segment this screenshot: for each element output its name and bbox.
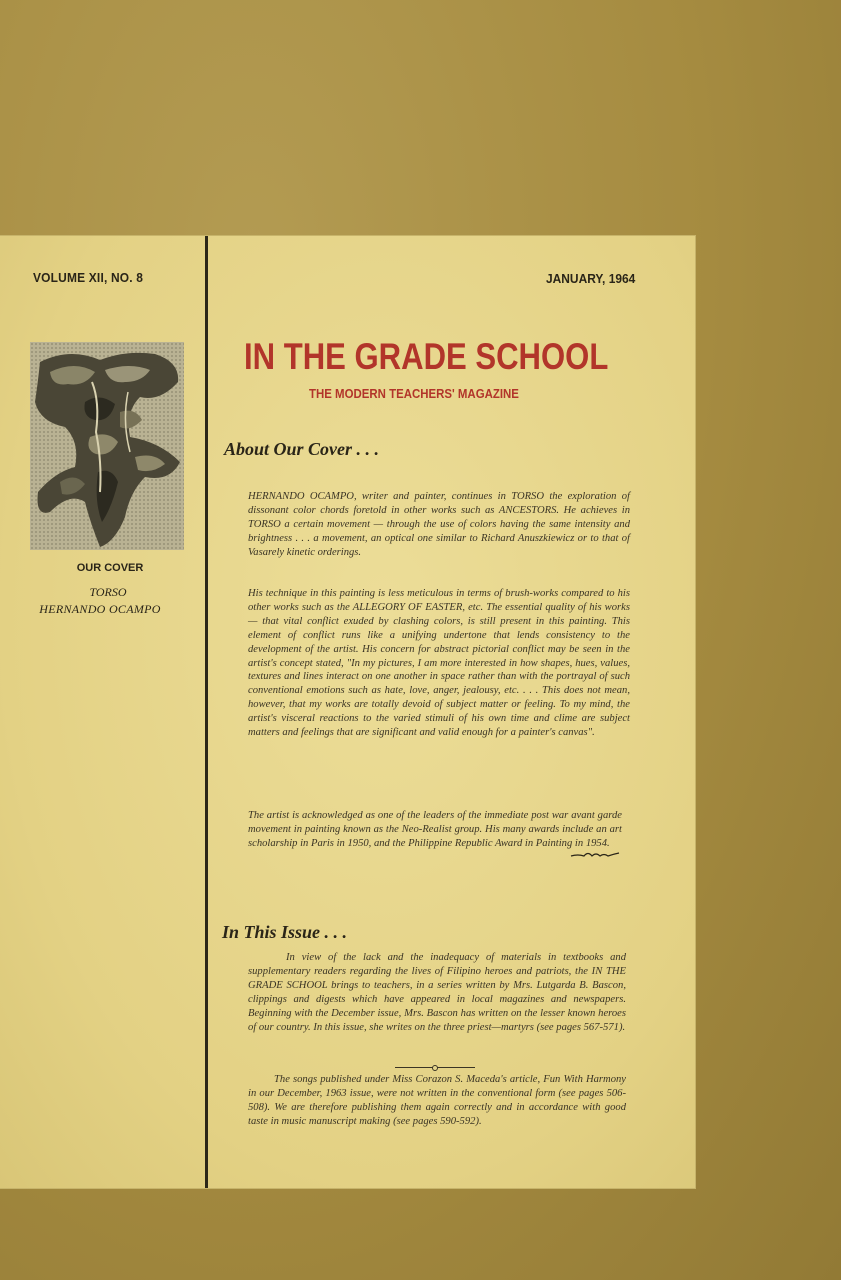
column-divider (205, 236, 208, 1188)
volume-number: VOLUME XII, NO. 8 (33, 270, 144, 285)
cover-artist-name: HERNANDO OCAMPO (39, 602, 161, 616)
magazine-title: IN THE GRADE SCHOOL (244, 336, 609, 377)
section-separator (395, 1067, 475, 1068)
in-this-issue-heading: In This Issue . . . (222, 922, 348, 942)
cover-painting-title: TORSO (89, 585, 127, 599)
cover-painting-image (30, 342, 184, 550)
in-this-issue-paragraph: In view of the lack and the inadequacy of materials in textbooks and supplementary readers regarding the lives of Filipino heroes and patriots, the IN THE GRADE SCHOOL brings to teachers, in a series written by Mrs. Lutgarda B. Bascon, clippings and digests which have appeared in local magazines and newspapers. Beginning with the December issue, Mrs. Bascon has written on the lesser known heroes of our country. In this issue, she writes on the three priest—martyrs (see pages 567-571). (248, 952, 626, 1033)
about-cover-paragraph: His technique in this painting is less meticulous in terms of brush-works compared to his other works such as the ALLEGORY OF EASTER, etc. The essential quality of his works — that vital conflict exuded by clashing colors, is still present in this painting. This element of conflict runs like a unifying undertone that lends consistency to the development of the artist. His concern for abstract pictorial conflict may be seen in the artist's concept stated, "In my pictures, I am more interested in how shapes, hues, values, textures and lines interact on one another in space rather than with the portrayal of such conventional emotions such as hate, love, anger, jealousy, etc. . . . This does not mean, however, that my works are totally devoid of subject matter or feeling. To my mind, the artist's visceral reactions to the varied stimuli of his own time and clime are subject matters and feelings that are significant and valid enough for a painter's canvas". (248, 588, 630, 739)
issue-date: JANUARY, 1964 (546, 271, 636, 286)
torso-painting-icon (30, 342, 184, 550)
magazine-subtitle: THE MODERN TEACHERS' MAGAZINE (309, 386, 519, 401)
about-cover-paragraph: The artist is acknowledged as one of the leaders of the immediate post war avant garde movement in painting known as the Neo-Realist group. His many awards include an art scholarship in Paris in 1950, and the Philippine Republic Award in Painting in 1954. (248, 810, 622, 849)
about-cover-paragraph: HERNANDO OCAMPO, writer and painter, continues in TORSO the exploration of dissonant color chords foretold in other works such as ANCESTORS. He achieves in TORSO a certain movement — through the use of colors having the same intensity and brightness . . . a movement, an optical one similar to Richard Anuszkiewicz or to that of Vasarely kinetic orderings. (248, 491, 630, 558)
about-cover-heading: About Our Cover . . . (224, 439, 380, 459)
signature-icon (570, 848, 620, 862)
in-this-issue-paragraph: The songs published under Miss Corazon S. Maceda's article, Fun With Harmony in our December, 1963 issue, were not written in the conventional form (see pages 506-508). We are therefore publishing them again correctly and in accordance with good taste in music manuscript making (see pages 590-592). (248, 1074, 626, 1127)
cover-caption: OUR COVER (76, 562, 144, 574)
